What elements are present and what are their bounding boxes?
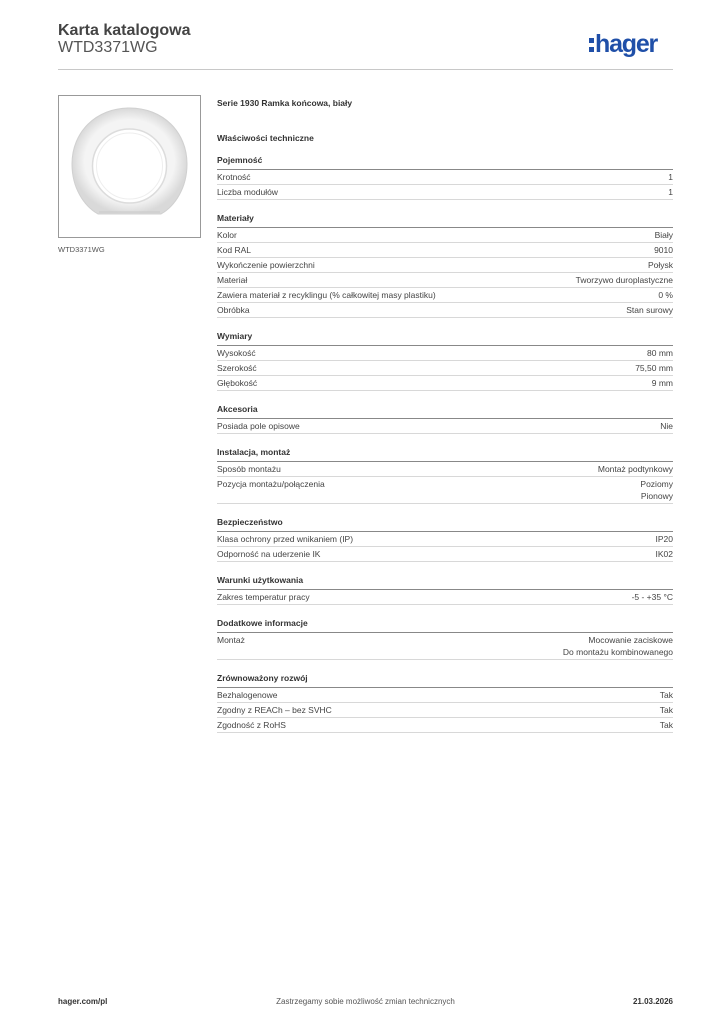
spec-label: Montaż [217, 635, 245, 645]
spec-label: Wykończenie powierzchni [217, 260, 315, 270]
spec-value-line: Stan surowy [626, 305, 673, 315]
section-title: Instalacja, montaż [217, 443, 673, 462]
spec-value-line: Połysk [647, 260, 673, 270]
footer-website[interactable]: hager.com/pl [58, 997, 108, 1006]
section-title: Warunki użytkowania [217, 571, 673, 590]
spec-value-line: -5 - +35 °C [631, 592, 673, 602]
spec-label: Materiał [217, 275, 248, 285]
spec-row [217, 288, 673, 303]
spec-value-line: 80 mm [647, 348, 673, 358]
spec-label: Szerokość [217, 363, 257, 373]
end-frame-illustration [59, 96, 200, 237]
spec-row [217, 303, 673, 318]
spec-value [648, 259, 673, 271]
spec-value [598, 463, 673, 475]
technical-properties-heading: Właściwości techniczne [217, 133, 314, 143]
spec-value [660, 689, 673, 701]
spec-value-line: IK02 [655, 549, 673, 559]
spec-value-line: 75,50 mm [635, 363, 673, 373]
spec-row [217, 376, 673, 391]
spec-label: Sposób montażu [217, 464, 281, 474]
spec-label: Pozycja montażu/połączenia [217, 479, 325, 489]
spec-value-line: Poziomy [640, 479, 673, 489]
spec-row [217, 185, 673, 200]
spec-value [635, 362, 673, 374]
spec-row [217, 633, 673, 660]
spec-row [217, 547, 673, 562]
spec-label: Kolor [217, 230, 237, 240]
spec-value-line: 9 mm [651, 378, 673, 388]
section-title: Wymiary [217, 327, 673, 346]
spec-value [658, 289, 673, 301]
spec-value [654, 244, 673, 256]
logo-text: hager [595, 30, 658, 58]
spec-label: Klasa ochrony przed wnikaniem (IP) [217, 534, 354, 544]
spec-label: Zakres temperatur pracy [217, 592, 310, 602]
section-gap [217, 605, 673, 614]
spec-value [626, 304, 673, 316]
spec-label: Zgodność z RoHS [217, 720, 286, 730]
section-title: Dodatkowe informacje [217, 614, 673, 633]
spec-value-line: 9010 [654, 245, 673, 255]
spec-value [647, 347, 673, 359]
spec-label: Bezhalogenowe [217, 690, 278, 700]
footer-notice: Zastrzegamy sobie możliwość zmian technicznych [276, 997, 455, 1006]
spec-value [660, 719, 673, 731]
specification [217, 96, 673, 733]
footer-date: 21.03.2026 [632, 997, 673, 1006]
spec-label: Wysokość [217, 348, 256, 358]
spec-row [217, 477, 673, 504]
product-headline: Serie 1930 Ramka końcowa, biały [217, 98, 353, 108]
spec-value [655, 229, 673, 241]
section-title: Pojemność [217, 151, 673, 170]
spec-value [656, 548, 674, 560]
document-title: Karta katalogowa [58, 22, 191, 39]
spec-value-line: Biały [654, 230, 673, 240]
spec-value [652, 377, 673, 389]
spec-label: Zgodny z REACh – bez SVHC [217, 705, 332, 715]
spec-label: Krotność [217, 172, 251, 182]
spec-value-line: Nie [660, 421, 673, 431]
spec-value [576, 274, 673, 286]
spec-label: Kod RAL [217, 245, 252, 255]
spec-row [217, 718, 673, 733]
spec-label: Odporność na uderzenie IK [217, 549, 321, 559]
section-gap [217, 562, 673, 571]
spec-row [217, 532, 673, 547]
spec-row [217, 419, 673, 434]
spec-value-line: Tak [659, 690, 673, 700]
spec-row [217, 590, 673, 605]
spec-value-line: Tworzywo duroplastyczne [575, 275, 673, 285]
spec-label: Liczba modułów [217, 187, 278, 197]
section-title: Bezpieczeństwo [217, 513, 673, 532]
spec-value-line: 1 [668, 172, 673, 182]
spec-label: Obróbka [217, 305, 250, 315]
section-gap [217, 391, 673, 400]
spec-row [217, 703, 673, 718]
spec-value [632, 591, 673, 603]
page-header [58, 20, 673, 70]
section-title: Akcesoria [217, 400, 673, 419]
spec-value-line: Tak [659, 705, 673, 715]
spec-row [217, 170, 673, 185]
spec-value-line: Montaż podtynkowy [597, 464, 673, 474]
spec-sections [217, 151, 673, 733]
spec-row [217, 258, 673, 273]
spec-value-line: IP20 [655, 534, 673, 544]
hager-logo [589, 24, 673, 60]
spec-row [217, 462, 673, 477]
spec-value [668, 171, 673, 183]
section-gap [217, 504, 673, 513]
spec-value-line: 1 [668, 187, 673, 197]
section-gap [217, 660, 673, 669]
section-gap [217, 318, 673, 327]
spec-row [217, 243, 673, 258]
spec-row [217, 361, 673, 376]
spec-value [660, 420, 673, 432]
spec-value-line: Do montażu kombinowanego [562, 647, 673, 657]
section-title: Materiały [217, 209, 673, 228]
spec-value [640, 478, 673, 502]
spec-value-line: Mocowanie zaciskowe [588, 635, 673, 645]
product-code: WTD3371WG [58, 39, 158, 56]
spec-row [217, 228, 673, 243]
spec-value-line: Pionowy [640, 491, 673, 501]
spec-label: Głębokość [217, 378, 258, 388]
section-gap [217, 434, 673, 443]
spec-label: Posiada pole opisowe [217, 421, 300, 431]
product-image-caption: WTD3371WG [58, 245, 105, 254]
spec-value [563, 634, 673, 658]
product-image [58, 95, 201, 238]
spec-value-line: 0 % [658, 290, 673, 300]
spec-value [660, 704, 673, 716]
spec-row [217, 273, 673, 288]
spec-row [217, 688, 673, 703]
section-title: Zrównoważony rozwój [217, 669, 673, 688]
spec-value [656, 533, 674, 545]
section-gap [217, 200, 673, 209]
spec-label: Zawiera materiał z recyklingu (% całkowitej masy plastiku) [217, 290, 436, 300]
spec-value-line: Tak [659, 720, 673, 730]
spec-value [668, 186, 673, 198]
spec-row [217, 346, 673, 361]
